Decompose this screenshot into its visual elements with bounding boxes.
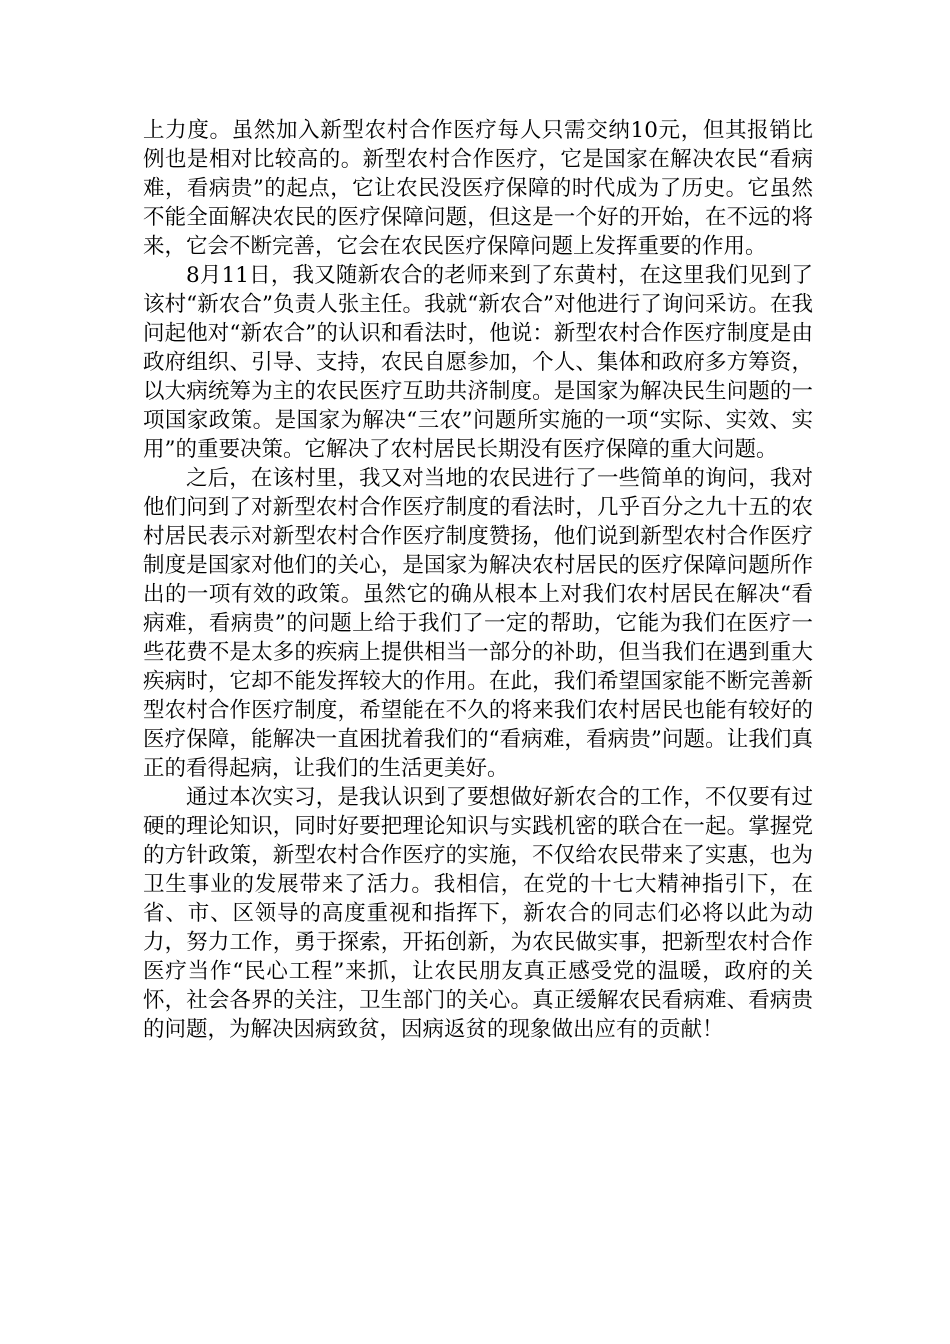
paragraph-3: 之后，在该村里，我又对当地的农民进行了一些简单的询问，我对他们问到了对新型农村合作医疗制度的看法时，几乎百分之九十五的农村居民表示对新型农村合作医疗制度赞扬，他们说到新型农村合作医疗制度是国家对他们的关心，是国家为解决农村居民的医疗保障问题所作出的一项有效的政策。虽然它的确从根本上对我们农村居民在解决“看病难，看病贵”的问题上给于我们了一定的帮助，它能为我们在医疗一些花费不是太多的疾病上提供相当一部分的补助，但当我们在遇到重大疾病时，它却不能发挥较大的作用。在此，我们希望国家能不断完善新型农村合作医疗制度，希望能在不久的将来我们农村居民也能有较好的医疗保障，能解决一直困扰着我们的“看病难，看病贵”问题。让我们真正的看得起病，让我们的生活更美好。	[143, 466, 813, 781]
paragraph-4: 通过本次实习，是我认识到了要想做好新农合的工作，不仅要有过硬的理论知识，同时好要把理论知识与实践机密的联合在一起。掌握党的方针政策，新型农村合作医疗的实施，不仅给农民带来了实惠，也为卫生事业的发展带来了活力。我相信，在党的十七大精神指引下，在省、市、区领导的高度重视和指挥下，新农合的同志们必将以此为动力，努力工作，勇于探索，开拓创新，为农民做实事，把新型农村合作医疗当作“民心工程”来抓，让农民朋友真正感受党的温暖，政府的关怀，社会各界的关注，卫生部门的关心。真正缓解农民看病难、看病贵的问题，为解决因病致贫，因病返贫的现象做出应有的贡献！	[143, 785, 813, 1042]
paragraph-1: 上力度。虽然加入新型农村合作医疗每人只需交纳10元，但其报销比例也是相对比较高的。新型农村合作医疗，它是国家在解决农民“看病难，看病贵”的起点，它让农民没医疗保障的时代成为了历史。它虽然不能全面解决农民的医疗保障问题，但这是一个好的开始，在不远的将来，它会不断完善，它会在农民医疗保障问题上发挥重要的作用。	[143, 118, 813, 259]
document-body	[143, 116, 813, 1044]
paragraph-2: 8月11日，我又随新农合的老师来到了东黄村，在这里我们见到了该村“新农合”负责人张主任。我就“新农合”对他进行了询问采访。在我问起他对“新农合”的认识和看法时，他说：新型农村合作医疗制度是由政府组织、引导、支持，农民自愿参加，个人、集体和政府多方筹资，以大病统筹为主的农民医疗互助共济制度。是国家为解决民生问题的一项国家政策。是国家为解决“三农”问题所实施的一项“实际、实效、实用”的重要决策。它解决了农村居民长期没有医疗保障的重大问题。	[143, 263, 813, 462]
